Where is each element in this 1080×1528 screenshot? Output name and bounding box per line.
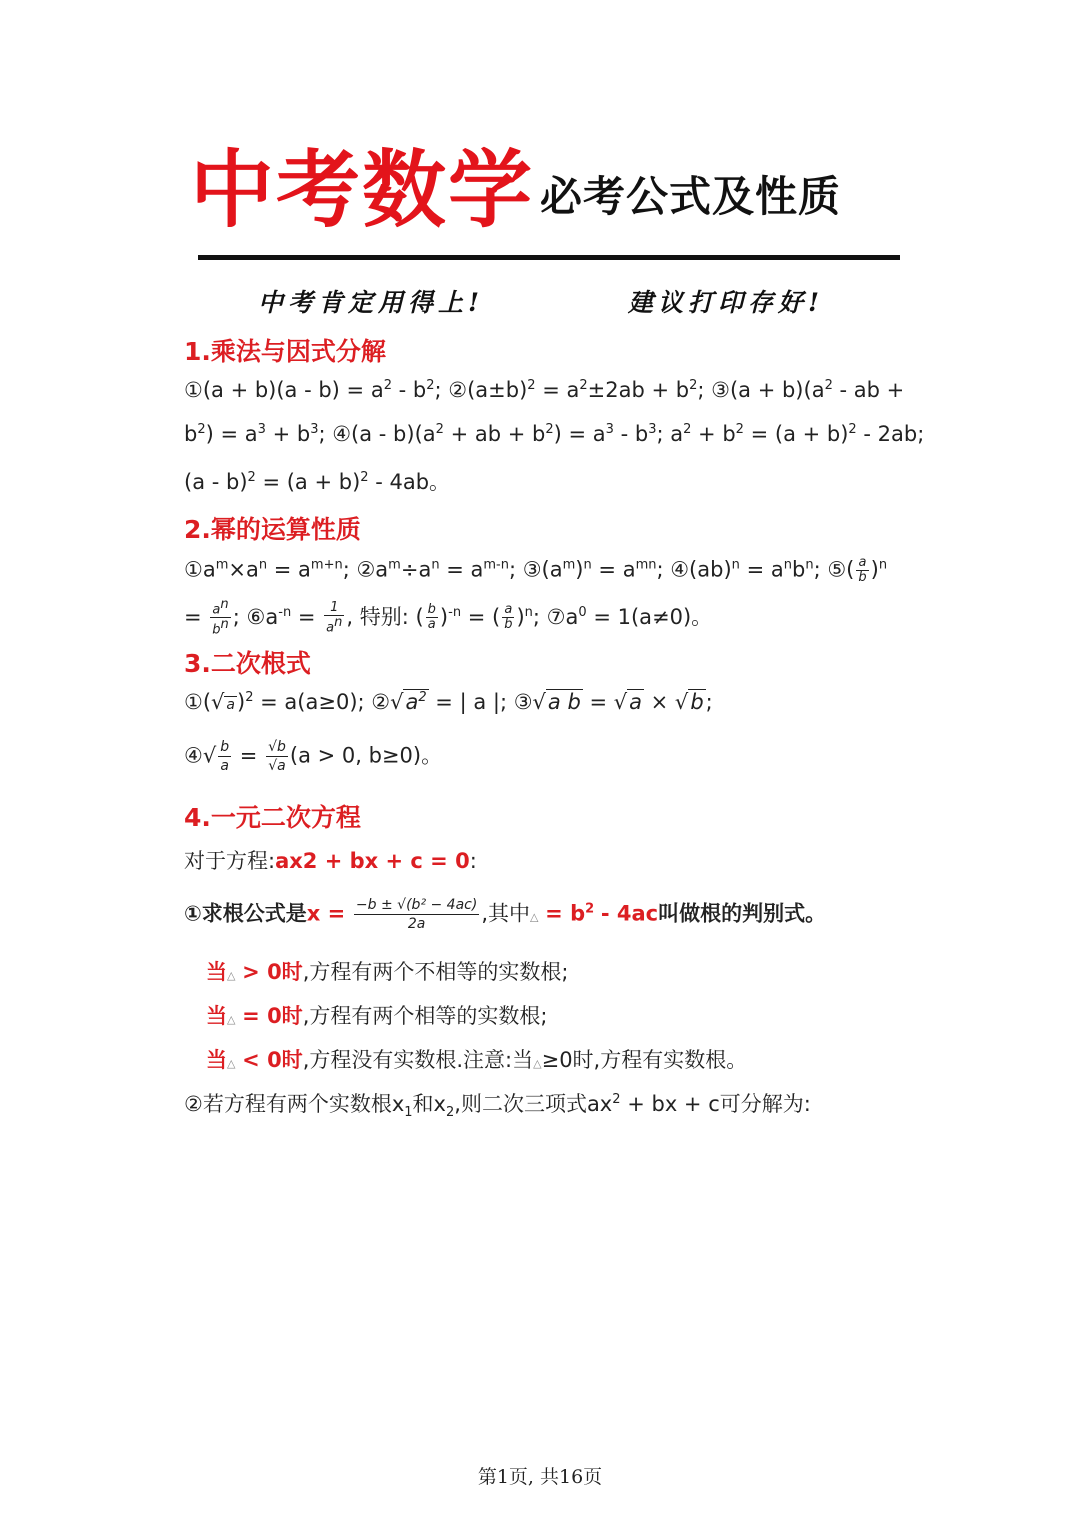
title-underline bbox=[198, 255, 900, 260]
section-heading-multiplication: 1.乘法与因式分解 bbox=[184, 337, 386, 366]
title-subtitle: 必考公式及性质 bbox=[540, 172, 842, 221]
case2-when: 当 bbox=[206, 1004, 227, 1028]
root-disc-exp: 2 bbox=[585, 901, 595, 917]
root-disc: = b bbox=[545, 901, 586, 926]
root-disc-end: - 4ac bbox=[600, 901, 659, 926]
section-heading-quadratic: 4.一元二次方程 bbox=[184, 803, 361, 832]
last-line-c: ,则二次三项式ax bbox=[454, 1092, 613, 1116]
case3-when: 当 bbox=[206, 1048, 227, 1072]
formula-line-2: $b^2) = a^3 + b^3$; ④(a - $b)(a^2$ + ab + $b^2) = a^3 - b^3$; $a^2 + b^2 = (a + b)^2 - 2ab$; bbox=[184, 422, 925, 446]
formula-line-4: $①a^m\times a^n = a^{m+n}$; $②a^m\div a^n = a^{m-n}$; $③(a^m)^n = a^{mn}$; ④(ab)$^n$ = $a^nb^n$; ⑤( $\frac{a}{b}$ )$^n$ bbox=[184, 555, 888, 585]
case3-condition: < 0时 bbox=[242, 1048, 303, 1072]
page-footer: 第1页, 共16页 bbox=[477, 1466, 603, 1488]
intro-equation: ax2 + bx + c = 0 bbox=[275, 849, 470, 873]
discriminant-case-negative: 当△ < 0时,方程没有实数根.注意:当△≥0时,方程有实数根。 bbox=[206, 1048, 748, 1072]
quadratic-intro bbox=[184, 845, 477, 875]
case1-condition: > 0时 bbox=[242, 960, 303, 984]
formula-line-3: $(a - b)^2 = (a + b)^2 - 4ab$。 bbox=[184, 470, 451, 494]
section-heading-powers: 2.幂的运算性质 bbox=[184, 515, 361, 544]
document-title bbox=[190, 140, 841, 250]
root-mid: ,其中 bbox=[481, 901, 531, 926]
factorization-line: ②若方程有两个实数根$x_1$和$x_2$,则二次三项式$ax^2$ + bx + c可分解为: bbox=[184, 1092, 811, 1121]
last-line-b: 和x bbox=[412, 1092, 446, 1116]
formula-line-6: ①(√ a)$^2$ = a(a≥0); $②√a^2$ = | a |; ③√a b = √a × √b; bbox=[184, 690, 713, 714]
formula-line-5: = $\frac{a^n}{b^n}$ ; $⑥a^{-n}$ = $\frac{1}{a^n}$ , 特别: ( $\frac{b}{a}$ )$^{-n}$ = ( $\frac{a}{b}$ )$^n$; $⑦a^0 = 1(a\ne 0)$。 bbox=[184, 597, 713, 638]
case3-text: ,方程没有实数根.注意:当 bbox=[302, 1048, 534, 1072]
intro-text: 对于方程: bbox=[184, 849, 276, 873]
root-tail: 叫做根的判别式。 bbox=[658, 901, 827, 926]
root-formula-label: ①求根公式是 bbox=[184, 901, 307, 926]
case3-tail: ≥0时,方程有实数根。 bbox=[541, 1048, 748, 1072]
case1-when: 当 bbox=[206, 960, 227, 984]
formula-line-7: ④√ $\frac{b}{a}$ = $\frac{√b}{√a}$ (a > 0, b≥0)。 bbox=[184, 739, 443, 774]
slogan-right: 建议打印存好! bbox=[628, 288, 824, 317]
root-formula-fraction: $\frac{\text{−b ± √(b² − 4ac)}}{2a}$ bbox=[355, 897, 478, 932]
discriminant-case-zero: 当△ = 0时,方程有两个相等的实数根; bbox=[206, 1004, 548, 1028]
case2-condition: = 0时 bbox=[242, 1004, 303, 1028]
intro-end: : bbox=[469, 849, 477, 873]
case1-text: ,方程有两个不相等的实数根; bbox=[302, 960, 569, 984]
discriminant-case-positive: 当△ > 0时,方程有两个不相等的实数根; bbox=[206, 960, 569, 984]
last-line-a: ②若方程有两个实数根x bbox=[184, 1092, 405, 1116]
last-line-d: + bx + c可分解为: bbox=[627, 1092, 811, 1116]
root-formula-line: ①求根公式是x = $\frac{\text{−b ± √(b² − 4ac)}}{2a}$ ,其中△ = $b^2 - 4ac$叫做根的判别式。 bbox=[184, 897, 827, 932]
title-main: 中考数学 bbox=[190, 140, 535, 239]
root-x: x = bbox=[306, 901, 346, 926]
section-heading-radicals: 3.二次根式 bbox=[184, 649, 311, 678]
slogan-left: 中考肯定用得上! bbox=[258, 288, 484, 317]
formula-line-1: ①(a + $b)(a - b) = a^2 - b^2$; $②(a\pm b)^2 = a^2\pm 2ab + b^2$; ③(a + $b)(a^2$ - ab + bbox=[184, 378, 905, 402]
case2-text: ,方程有两个相等的实数根; bbox=[302, 1004, 548, 1028]
